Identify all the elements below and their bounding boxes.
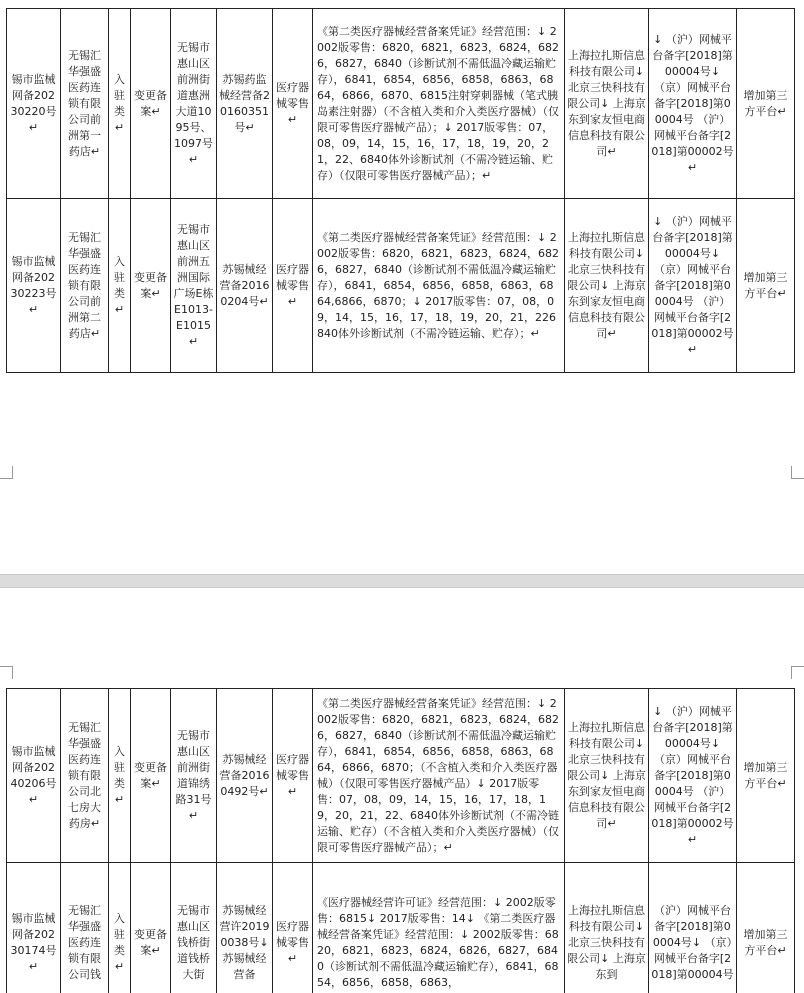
company-cell: 无锡汇华强盛医药连锁有限公司北七房大药房↵: [61, 689, 109, 863]
address-cell: 无锡市惠山区钱桥街道钱桥大街: [171, 863, 217, 993]
registration-table-page-2: [6, 688, 795, 993]
action-cell: 变更备案↵: [131, 9, 171, 199]
page-corner-mark: [791, 666, 804, 679]
table-row: [7, 9, 795, 199]
type-cell: 入驻类↵: [109, 689, 131, 863]
category-cell: 医疗器械零售↵: [273, 9, 313, 199]
company-cell: 无锡汇华强盛医药连锁有限公司前洲第二药店↵: [61, 199, 109, 373]
license-cell: 苏锡药监械经营备20160351号↵: [217, 9, 273, 199]
platform-cell: 上海拉扎斯信息科技有限公司↓ 北京三快科技有限公司↓ 上海京东到: [565, 863, 649, 993]
platform-cell: 上海拉扎斯信息科技有限公司↓ 北京三快科技有限公司↓ 上海京东到家友恒电商信息科技有限公司↵: [565, 199, 649, 373]
document-page-2: [0, 588, 804, 993]
remark-cell: 增加第三方平台↵: [737, 689, 795, 863]
type-cell: 入驻类↵: [109, 863, 131, 993]
category-cell: 医疗器械零售↵: [273, 689, 313, 863]
platform-no-cell: （沪）网械平台备字[2018]第00004号↓ （京）网械平台备字[2018]第00004号: [649, 863, 737, 993]
platform-cell: 上海拉扎斯信息科技有限公司↓ 北京三快科技有限公司↓ 上海京东到家友恒电商信息科技有限公司↵: [565, 689, 649, 863]
license-cell: 苏锡械经营许20190038号↓ 苏锡械经营备: [217, 863, 273, 993]
type-cell: 入驻类↵: [109, 199, 131, 373]
category-cell: 医疗器械零售↵: [273, 863, 313, 993]
reg-no-cell: 锡市监械网备20240206号↵: [7, 689, 61, 863]
action-cell: 变更备案↵: [131, 863, 171, 993]
remark-cell: 增加第三方平台↵: [737, 199, 795, 373]
page-corner-mark: [0, 666, 13, 679]
table-row: [7, 863, 795, 993]
platform-no-cell: ↓ （沪）网械平台备字[2018]第00004号↓ （京）网械平台备字[2018]第00004号 （沪）网械平台备字[2018]第00002号↵: [649, 689, 737, 863]
remark-cell: 增加第三方平台↵: [737, 9, 795, 199]
platform-no-cell: ↓ （沪）网械平台备字[2018]第00004号↓ （京）网械平台备字[2018]第00004号 （沪）网械平台备字[2018]第00002号↵: [649, 199, 737, 373]
scope-cell: 《第二类医疗器械经营备案凭证》经营范围：↓ 2002版零售：6820，6821，6823，6824，6826，6827，6840（诊断试剂不需低温冷藏运输贮存），6841，6854，6856，6858，6863，6864,6866，6870；↓ 2017版零售：07，08，09，14，15，16，17，18，19，20，21，226840体外诊断试剂（不需冷链运输、贮存）；↵: [313, 199, 565, 373]
scope-cell: 《第二类医疗器械经营备案凭证》经营范围：↓ 2002版零售：6820，6821，6823，6824，6826，6827，6840（诊断试剂不需低温冷藏运输贮存），6841，6854，6856，6858，6863，6864，6866，6870、6815注射穿刺器械（笔式胰岛素注射器）（不含植入类和介入类医疗器械）（仅限可零售医疗器械产品）；↓ 2017版零售：07，08，09，14，15，16，17，18，19，20，21，22、6840体外诊断试剂（不需冷链运输、贮存）（仅限可零售医疗器械产品）；↵: [313, 9, 565, 199]
registration-table-page-1: [6, 8, 795, 373]
address-cell: 无锡市惠山区前洲五洲国际广场E栋E1013-E1015↵: [171, 199, 217, 373]
address-cell: 无锡市惠山区前洲街道惠洲大道1095号、1097号↵: [171, 9, 217, 199]
company-cell: 无锡汇华强盛医药连锁有限公司前洲第一药店↵: [61, 9, 109, 199]
table-row: [7, 689, 795, 863]
action-cell: 变更备案↵: [131, 199, 171, 373]
platform-cell: 上海拉扎斯信息科技有限公司↓ 北京三快科技有限公司↓ 上海京东到家友恒电商信息科技有限公司↵: [565, 9, 649, 199]
reg-no-cell: 锡市监械网备20230174号↵: [7, 863, 61, 993]
license-cell: 苏锡械经营备20160492号↵: [217, 689, 273, 863]
table-row: [7, 199, 795, 373]
address-cell: 无锡市惠山区前洲街道锦绣路31号↵: [171, 689, 217, 863]
license-cell: 苏锡械经营备20160204号↵: [217, 199, 273, 373]
page-corner-mark: [0, 466, 13, 479]
remark-cell: 增加第三方平台↵: [737, 863, 795, 993]
page-corner-mark: [791, 466, 804, 479]
scope-cell: 《医疗器械经营许可证》经营范围：↓ 2002版零售：6815↓ 2017版零售：14↓ 《第二类医疗器械经营备案凭证》经营范围：↓ 2002版零售：6820，6821，6823，6824，6826，6827，6840（诊断试剂不需低温冷藏运输贮存），6841，6854，6856，6858，6863，: [313, 863, 565, 993]
category-cell: 医疗器械零售↵: [273, 199, 313, 373]
company-cell: 无锡汇华强盛医药连锁有限公司钱: [61, 863, 109, 993]
reg-no-cell: 锡市监械网备20230223号↵: [7, 199, 61, 373]
action-cell: 变更备案↵: [131, 689, 171, 863]
type-cell: 入驻类↵: [109, 9, 131, 199]
page-separator: [0, 574, 804, 588]
scope-cell: 《第二类医疗器械经营备案凭证》经营范围：↓ 2002版零售：6820，6821，6823，6824，6826，6827，6840（诊断试剂不需低温冷藏运输贮存），6841，6854，6856，6858，6863，6864，6866，6870；（不含植入类和介入类医疗器械）（仅限可零售医疗器械产品）↓ 2017版零售：07，08，09，14，15，16，17，18，19，20，21，22、6840体外诊断试剂（不需冷链运输、贮存）（不含植入类和介入类医疗器械）（仅限可零售医疗器械产品）；↵: [313, 689, 565, 863]
reg-no-cell: 锡市监械网备20230220号↵: [7, 9, 61, 199]
platform-no-cell: ↓ （沪）网械平台备字[2018]第00004号↓ （京）网械平台备字[2018]第00004号 （沪）网械平台备字[2018]第00002号↵: [649, 9, 737, 199]
